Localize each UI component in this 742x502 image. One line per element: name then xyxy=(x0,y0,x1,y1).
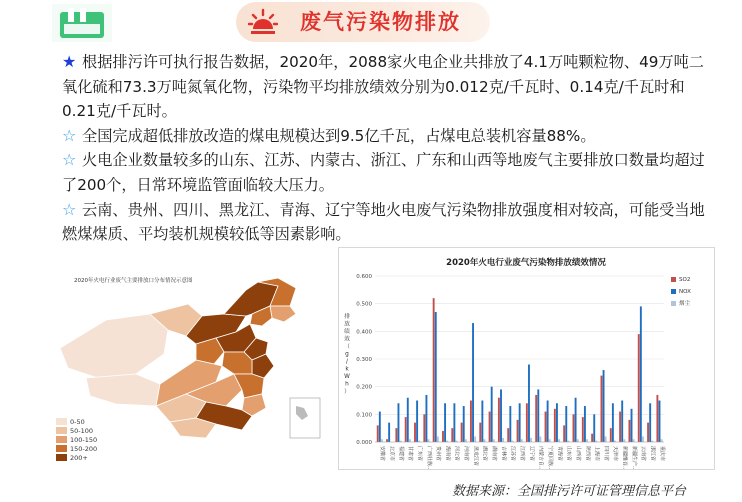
bar-烟尘 xyxy=(661,439,663,442)
y-tick-label: 0.000 xyxy=(356,440,372,446)
bar-SO2 xyxy=(554,409,556,442)
bar-NOX xyxy=(500,389,502,442)
bar-SO2 xyxy=(656,395,658,442)
bar-NOX xyxy=(612,403,614,442)
bar-SO2 xyxy=(414,423,416,442)
bar-烟尘 xyxy=(493,439,495,442)
x-tick-label: 新疆维吾… xyxy=(621,446,628,469)
bar-烟尘 xyxy=(428,439,430,442)
bar-NOX xyxy=(659,401,661,443)
bar-SO2 xyxy=(442,431,444,442)
bar-SO2 xyxy=(638,334,640,442)
bar-烟尘 xyxy=(539,436,541,442)
bar-烟尘 xyxy=(484,439,486,442)
bar-SO2 xyxy=(489,412,491,442)
svg-text:100-150: 100-150 xyxy=(70,436,98,444)
y-tick-label: 0.100 xyxy=(356,412,372,419)
bar-NOX xyxy=(519,403,521,442)
bar-SO2 xyxy=(386,439,388,442)
bar-SO2 xyxy=(535,395,537,442)
x-tick-label: 海南省 xyxy=(444,446,451,462)
bar-烟尘 xyxy=(577,439,579,442)
x-tick-label: 浙江省 xyxy=(649,446,656,462)
y-axis-label-char: 效 xyxy=(344,336,350,343)
x-tick-label: 宁夏回族… xyxy=(546,446,553,469)
bar-烟尘 xyxy=(521,439,523,442)
bar-SO2 xyxy=(423,414,425,442)
bar-NOX xyxy=(379,412,381,442)
y-axis-label xyxy=(344,312,350,395)
x-tick-label: 北京市 xyxy=(388,446,395,462)
y-axis-label-char: （ xyxy=(344,344,350,350)
bar-NOX xyxy=(603,370,605,442)
x-tick-label: 福建省 xyxy=(397,446,404,462)
star-outline-icon: ☆ xyxy=(62,125,77,145)
bar-烟尘 xyxy=(465,439,467,442)
y-axis-label-char: 绩 xyxy=(344,329,350,335)
legend-label: SO2 xyxy=(679,277,691,283)
x-tick-label: 河南省 xyxy=(463,446,470,462)
x-tick-label: 江苏省 xyxy=(509,446,516,462)
y-axis-label-char: k xyxy=(345,366,349,373)
y-axis-label-char: 放 xyxy=(344,321,350,328)
bar-NOX xyxy=(472,323,474,442)
x-tick-label: 安徽省 xyxy=(379,446,386,462)
x-tick-label: 湖南省 xyxy=(491,446,498,462)
bar-NOX xyxy=(556,403,558,442)
bar-NOX xyxy=(593,414,595,442)
star-outline-icon: ☆ xyxy=(62,199,77,219)
bar-烟尘 xyxy=(623,439,625,442)
bar-烟尘 xyxy=(605,436,607,442)
x-tick-label: 山西省 xyxy=(574,446,581,462)
bar-NOX xyxy=(584,406,586,442)
x-tick-label: 内蒙古自… xyxy=(537,446,544,469)
bar-SO2 xyxy=(517,420,519,442)
x-tick-label: 四川省 xyxy=(602,446,609,462)
y-axis-label-char: W xyxy=(344,374,350,380)
x-tick-label: 黑龙江省 xyxy=(472,446,479,467)
bar-NOX xyxy=(575,398,577,442)
bar-SO2 xyxy=(647,423,649,442)
x-tick-label: 辽宁省 xyxy=(528,446,535,462)
bar-NOX xyxy=(491,387,493,442)
svg-text:200+: 200+ xyxy=(70,454,88,462)
y-tick-label: 0.300 xyxy=(356,357,372,363)
bar-NOX xyxy=(444,403,446,442)
bar-SO2 xyxy=(377,425,379,442)
y-axis-label-char: / xyxy=(346,359,348,365)
x-tick-label: 广东省 xyxy=(416,446,423,462)
bar-SO2 xyxy=(395,428,397,442)
bar-SO2 xyxy=(498,398,500,442)
bar-SO2 xyxy=(601,376,603,442)
bar-烟尘 xyxy=(474,436,476,442)
chart-title: 2020年火电行业废气污染物排放绩效情况 xyxy=(446,258,606,268)
legend-swatch xyxy=(671,277,676,282)
svg-text:50-100: 50-100 xyxy=(70,427,94,435)
bar-NOX xyxy=(407,398,409,442)
bar-烟尘 xyxy=(437,436,439,442)
star-outline-icon: ☆ xyxy=(62,150,77,170)
data-source: 数据来源：全国排污许可证管理信息平台 xyxy=(452,484,687,499)
bullet-item: ☆ 全国完成超低排放改造的煤电规模达到9.5亿千瓦，占煤电总装机容量88%。 xyxy=(62,124,716,149)
bullet-item: ☆ 火电企业数量较多的山东、江苏、内蒙古、浙江、广东和山西等地废气主要排放口数量均超过了200个，日常环境监管面临较大压力。 xyxy=(62,150,705,194)
svg-text:0-50: 0-50 xyxy=(70,418,85,426)
emission-bar-chart xyxy=(339,248,714,469)
bar-NOX xyxy=(453,403,455,442)
bar-烟尘 xyxy=(558,439,560,442)
y-axis-label-char: 排 xyxy=(344,314,350,320)
y-tick-label: 0.400 xyxy=(356,329,372,336)
y-tick-label: 0.200 xyxy=(356,384,372,391)
bar-烟尘 xyxy=(530,438,532,442)
bar-烟尘 xyxy=(642,436,644,442)
y-axis-label-char: h xyxy=(345,381,349,388)
y-tick-label: 0.500 xyxy=(356,301,372,308)
bar-SO2 xyxy=(591,434,593,442)
bar-NOX xyxy=(547,401,549,443)
legend-label: 烟尘 xyxy=(679,301,691,307)
map-legend xyxy=(56,418,97,462)
bar-SO2 xyxy=(405,417,407,442)
x-tick-label: 吉林省 xyxy=(500,446,507,462)
bar-SO2 xyxy=(461,423,463,442)
x-tick-label: 上海市 xyxy=(593,446,600,462)
sun-icon xyxy=(248,7,278,37)
legend-swatch xyxy=(671,289,676,294)
page-title: 废气污染物排放 xyxy=(300,10,461,34)
emission-chart-panel xyxy=(338,247,715,470)
bar-烟尘 xyxy=(633,439,635,442)
bar-SO2 xyxy=(451,428,453,442)
bar-SO2 xyxy=(545,412,547,442)
x-tick-label: 陕西省 xyxy=(584,446,591,462)
china-map xyxy=(46,256,346,478)
x-tick-label: 天津市 xyxy=(612,446,619,462)
bar-SO2 xyxy=(573,414,575,442)
bar-NOX xyxy=(435,312,437,442)
bar-烟尘 xyxy=(549,439,551,442)
bar-NOX xyxy=(621,401,623,443)
x-tick-label: 云南省 xyxy=(640,446,647,462)
bar-NOX xyxy=(640,306,642,442)
bar-SO2 xyxy=(470,401,472,443)
map-title: 2020年火电行业废气主要排放口分布情况示意图 xyxy=(74,278,193,284)
bar-NOX xyxy=(631,409,633,442)
bar-SO2 xyxy=(610,428,612,442)
bar-SO2 xyxy=(507,428,509,442)
bar-NOX xyxy=(537,389,539,442)
map-regions xyxy=(60,278,296,438)
y-tick-label: 0.600 xyxy=(356,274,372,280)
bar-NOX xyxy=(416,401,418,443)
y-axis-label-char: g xyxy=(345,351,349,358)
bar-SO2 xyxy=(628,420,630,442)
bar-烟尘 xyxy=(409,439,411,442)
bar-SO2 xyxy=(526,403,528,442)
bullet-item: ☆ 云南、贵州、四川、黑龙江、青海、辽宁等地火电废气污染物排放强度相对较高，可能受当地燃煤煤质、平均装机规模较低等因素影响。 xyxy=(62,199,705,244)
bar-NOX xyxy=(649,403,651,442)
bar-NOX xyxy=(388,423,390,442)
bar-SO2 xyxy=(563,425,565,442)
bullet-list xyxy=(62,50,716,247)
legend-label: NOX xyxy=(679,289,691,295)
bar-SO2 xyxy=(433,298,435,442)
legend-swatch xyxy=(671,301,676,306)
x-tick-label: 河北省 xyxy=(453,446,460,462)
bar-NOX xyxy=(425,395,427,442)
bar-NOX xyxy=(509,406,511,442)
bar-NOX xyxy=(481,401,483,443)
bar-烟尘 xyxy=(381,439,383,442)
bar-SO2 xyxy=(619,412,621,442)
power-plant-icon xyxy=(52,4,112,42)
bar-NOX xyxy=(565,406,567,442)
x-tick-label: 湖北省 xyxy=(481,446,488,462)
star-solid-icon: ★ xyxy=(62,52,77,71)
x-tick-label: 山东省 xyxy=(565,446,572,462)
bullet-item: ★ 根据排污许可执行报告数据，2020年，2088家火电企业共排放了4.1万吨颗粒物、49万吨二氧化硫和73.3万吨氮氧化物，污染物平均排放绩效分别为0.012克/千瓦时、0.14克/千瓦时和0.21克/千瓦时。 xyxy=(62,52,704,121)
bar-烟尘 xyxy=(586,439,588,442)
x-tick-label: 江西省 xyxy=(519,446,525,462)
x-tick-label: 贵州省 xyxy=(435,446,442,462)
bar-SO2 xyxy=(582,417,584,442)
bar-NOX xyxy=(528,365,530,442)
x-tick-label: 甘肃省 xyxy=(407,446,414,462)
x-tick-label: 新疆生产… xyxy=(630,446,637,469)
x-tick-label: 广西壮族… xyxy=(425,446,432,469)
x-tick-label: 重庆市 xyxy=(658,446,665,462)
bar-烟尘 xyxy=(502,438,504,442)
y-axis-label-char: ） xyxy=(344,389,350,395)
svg-text:150-200: 150-200 xyxy=(70,445,98,453)
bar-SO2 xyxy=(479,423,481,442)
bar-NOX xyxy=(463,406,465,442)
x-tick-label: 青海省 xyxy=(556,446,563,462)
bar-NOX xyxy=(398,403,400,442)
